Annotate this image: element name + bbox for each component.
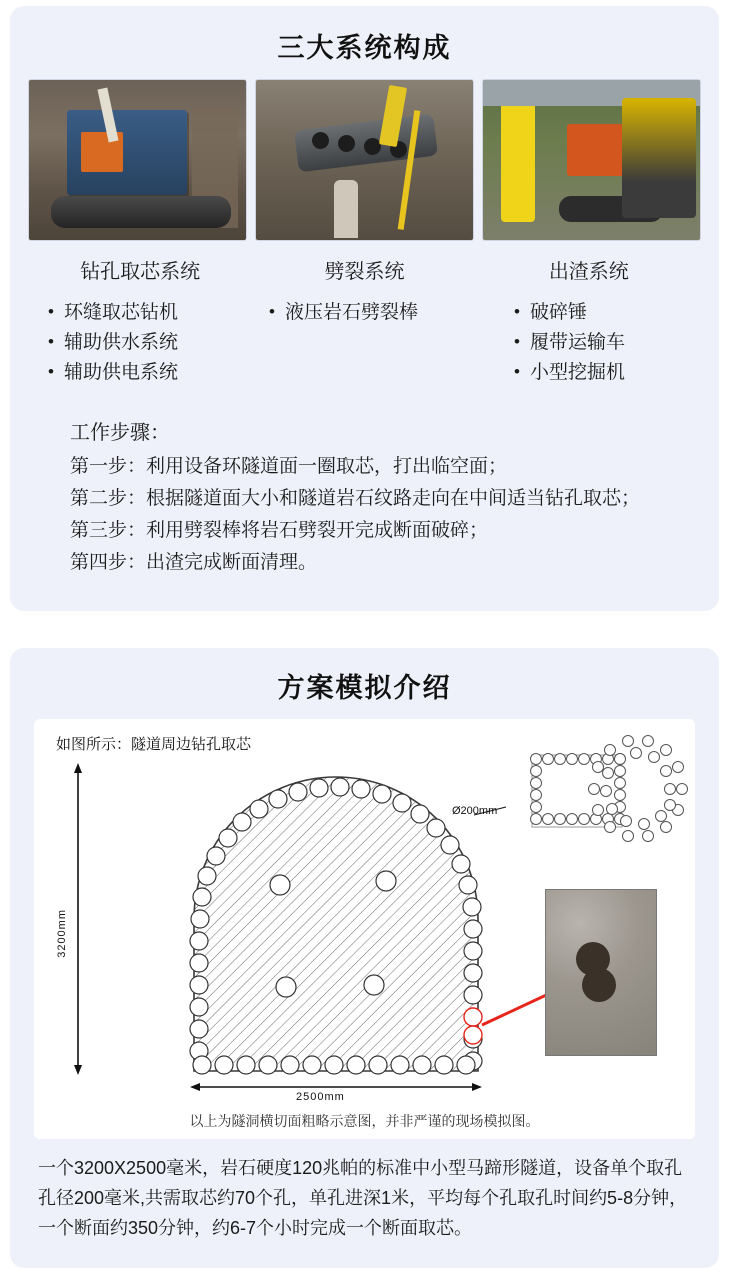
photo2-worker [334,180,358,238]
photo3-track [559,196,663,222]
work-steps [28,416,701,579]
photo3-dumper-body [567,124,653,176]
work-step-4: 第四步：出渣完成断面清理。 [70,552,318,573]
photo3-sky [483,80,700,106]
list-item: • 履带运输车 [514,328,701,358]
photo2-hose [398,110,421,230]
section-three-systems [10,6,719,611]
photo1-rock-wall [192,108,238,228]
rock-core-photo [545,889,657,1056]
work-step-2: 第二步：根据隧道面大小和隧道岩石纹路走向在中间适当钻孔取芯； [70,488,641,509]
work-step-3: 第三步：利用劈裂棒将岩石劈裂开完成断面破碎； [70,520,489,541]
system-name-row [28,255,701,284]
list-item: • 辅助供水系统 [48,328,235,358]
tunnel-cross-section-diagram [34,719,695,1139]
core-hole-icon [582,968,616,1002]
photo-drilling-rig [28,79,247,241]
system-items-3 [456,298,701,388]
work-step-1: 第一步：利用设备环隧道面一圈取芯，打出临空面； [70,456,508,477]
system-items-1 [28,298,235,388]
photo2-hole [311,131,330,150]
photo-breaker-dumper [482,79,701,241]
system-name-1: 钻孔取芯系统 [80,261,201,283]
scheme-description: 一个3200X2500毫米，岩石硬度120兆帕的标准中小型马蹄形隧道，设备单个取孔孔径200毫米,共需取芯约70个孔，单孔进深1米，平均每个孔取孔时间约5-8分钟，一个断面约350分钟，约6-7个小时完成一个断面取芯。 [38,1158,688,1238]
list-item: • 辅助供电系统 [48,358,235,388]
photo2-hole [363,137,382,156]
photo2-hole [389,140,408,159]
photo2-hole [337,134,356,153]
diagram-top-caption: 如图所示：隧道周边钻孔取芯 [56,736,252,753]
section1-title: 三大系统构成 [277,33,452,63]
photo-splitter [255,79,474,241]
list-item: • 液压岩石劈裂棒 [269,298,456,328]
dimension-width-label: 2500mm [296,1091,345,1103]
system-name-2: 劈裂系统 [324,261,405,283]
system-items-row [28,298,701,388]
list-item: • 破碎锤 [514,298,701,328]
system-name-3: 出渣系统 [548,261,629,283]
dimension-height-label: 3200mm [56,909,68,958]
system-items-2 [235,298,456,388]
list-item: • 环缝取芯钻机 [48,298,235,328]
work-steps-title: 工作步骤： [70,422,170,444]
section-scheme-simulation [10,648,719,1268]
photo-row [28,79,701,241]
diagram-bottom-caption: 以上为隧洞横切面粗略示意图，并非严谨的现场模拟图。 [189,1113,540,1129]
hole-diameter-label: Ø200mm [452,805,498,817]
list-item: • 小型挖掘机 [514,358,701,388]
section2-title: 方案模拟介绍 [277,673,452,703]
